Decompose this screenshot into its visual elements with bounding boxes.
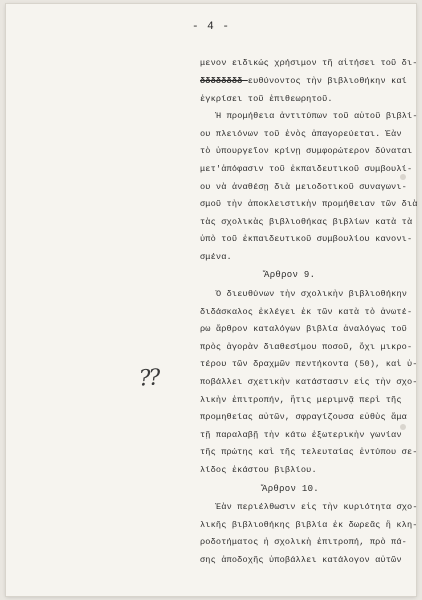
text-line: τὸ ὑπουργεῖον κρίνῃ συμφορώτερον δύναται xyxy=(200,146,413,157)
text-line: Ὁ διευθύνων τὴν σχολικὴν βιβλιοθήκην xyxy=(216,289,408,300)
text-line: λικὴν ἐπιτροπήν, ἥτις μεριμνᾷ περὶ τῆς xyxy=(200,394,402,405)
text-line: τῆς πρώτης καὶ τῆς τελευταίας ἐντύπου σε- xyxy=(200,447,418,458)
article-heading: Ἄρθρον 9. xyxy=(264,269,316,280)
text-line: πρὸς ἀγορὰν διαθεσίμου ποσοῦ, ὄχι μικρο- xyxy=(200,341,413,352)
article-heading: Ἄρθρον 10. xyxy=(262,484,320,495)
text-line: ἐγκρίσει τοῦ ἐπιθεωρητοῦ. xyxy=(200,93,333,104)
text-line: προμηθείας αὐτῶν, σφραγίζουσα εὐθὺς ἅμα xyxy=(200,412,407,423)
text-line: ροδοτήματος ἡ σχολικὴ ἐπιτροπή, πρὸ πά- xyxy=(200,537,407,548)
text-line: μενον ειδικώς χρήσιμον τῆ αἰτήσει τοῦ δι- xyxy=(200,58,418,69)
struck-out-text: δδδδδδδδ xyxy=(200,76,248,87)
punch-hole-mark xyxy=(400,424,406,430)
punch-hole-mark xyxy=(400,174,406,180)
text-line: λίδος ἑκάστου βιβλίου. xyxy=(200,465,317,476)
text-line: ὑπὸ τοῦ ἐκπαιδευτικοῦ συμβουλίου κανονι- xyxy=(200,234,413,245)
text-line: Ἡ προμήθεια ἀντιτύπων τοῦ αὐτοῦ βιβλί- xyxy=(216,111,418,122)
text-line: σης ἀποδοχῆς ὑποβάλλει κατάλογον αὐτῶν xyxy=(200,554,402,565)
text-line: ποβάλλει σχετικὴν κατάστασιν εἰς τὴν σχο- xyxy=(200,377,418,388)
text-line: λικῆς βιβλιοθήκης βιβλία ἐκ δωρεᾶς ἢ κλη- xyxy=(200,519,418,530)
page-number: - 4 - xyxy=(191,21,230,33)
text-line: Ἐὰν περιέλθωσιν εἰς τὴν κυριότητα σχο- xyxy=(216,502,418,512)
text-line: δδδδδδδδ ευθύνοντος τὴν βιβλιοθήκην καί xyxy=(200,76,407,87)
text-line: μετ'ἀπόφασιν τοῦ ἐκπαιδευτικοῦ συμβουλί- xyxy=(200,164,413,175)
handwritten-margin-note: ?? xyxy=(138,365,160,392)
text-line: διδάσκαλος ἐκλέγει ἐκ τῶν κατὰ τὸ ἀνωτέ- xyxy=(200,306,413,317)
text-line: σμένα. xyxy=(200,252,232,263)
text-line: ρω ἄρθρον καταλόγων βιβλία ἀναλόγως τοῦ xyxy=(200,324,407,335)
text-line: τῇ παραλαβῇ τὴν κάτω ἐξωτερικὴν γωνίαν xyxy=(200,429,402,440)
text-line: τέρου τῶν δραχμῶν πεντήκοντα (50), καὶ ὑ- xyxy=(200,359,418,370)
document-page xyxy=(6,4,416,596)
text-line: ου πλειόνων τοῦ ἑνὸς ἀπαγορεύεται. Ἐὰν xyxy=(200,128,402,139)
text-line: τὰς σχολικὰς βιβλιοθήκας βιβλίων κατὰ τὰ xyxy=(200,216,413,227)
text-line: ου νὰ ἀναθέσῃ διὰ μειοδοτικοῦ συναγωνι- xyxy=(200,181,407,192)
text-line: σμοῦ τὴν ἀποκλειστικὴν προμήθειαν τῶν διὰ xyxy=(200,199,418,210)
